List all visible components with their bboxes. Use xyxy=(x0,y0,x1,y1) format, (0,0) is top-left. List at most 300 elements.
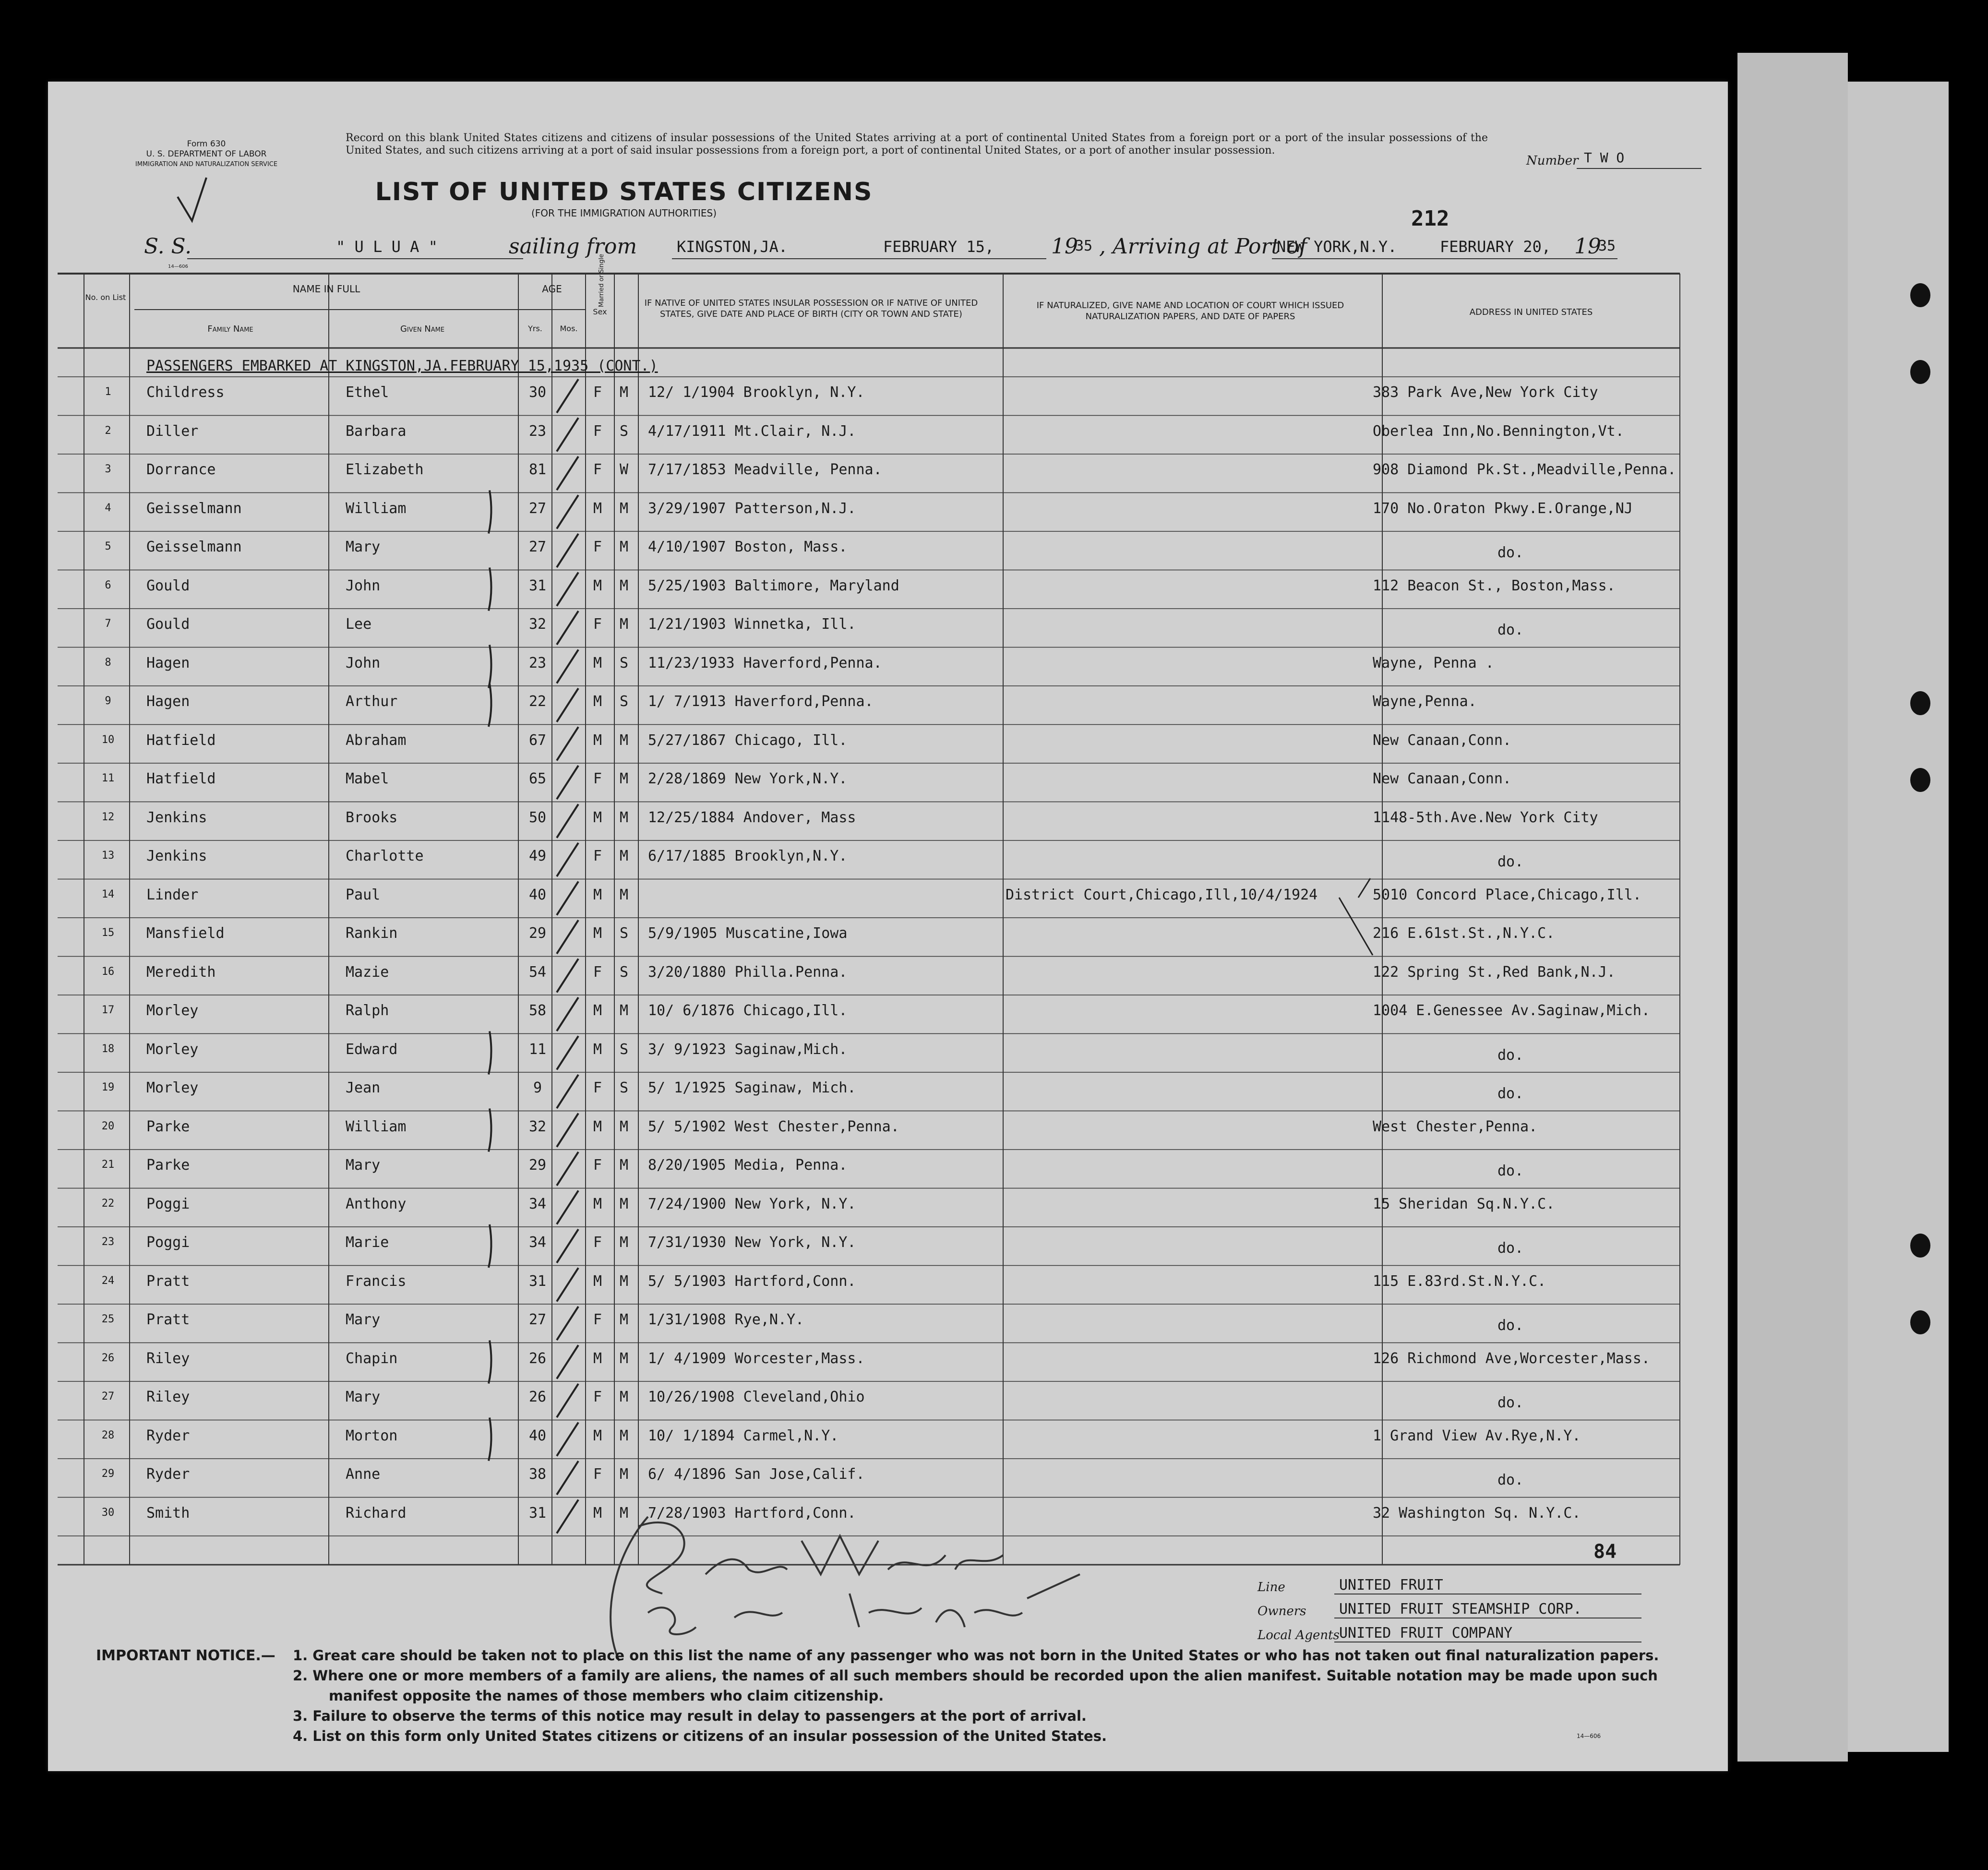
cell-addr: Wayne, Penna . xyxy=(1373,654,1494,671)
cell-given: Mary xyxy=(346,1311,381,1328)
col-naturalized-header: IF NATURALIZED, GIVE NAME AND LOCATION OF COURT WHICH ISSUED NATURALIZATION PAPERS, AND DATE OF PAPERS xyxy=(1036,300,1344,322)
cell-birth: 5/ 1/1925 Saginaw, Mich. xyxy=(648,1079,856,1096)
cell-family: Ryder xyxy=(146,1427,190,1444)
cell-family: Parke xyxy=(146,1118,190,1135)
punch-hole xyxy=(1910,360,1930,384)
cell-ms: M xyxy=(619,1311,629,1328)
cell-family: Geisselmann xyxy=(146,539,242,555)
cell-family: Linder xyxy=(146,886,199,903)
cell-ms: S xyxy=(619,1041,629,1058)
cell-given: Rankin xyxy=(346,925,398,942)
handwritten-marks xyxy=(48,82,1728,1666)
cell-addr: 126 Richmond Ave,Worcester,Mass. xyxy=(1373,1350,1650,1367)
cell-no: 15 xyxy=(101,927,115,939)
cell-family: Meredith xyxy=(146,963,216,981)
cell-sex: F xyxy=(593,1311,602,1328)
cell-addr: 32 Washington Sq. N.Y.C. xyxy=(1373,1504,1581,1522)
cell-ms: M xyxy=(619,848,629,864)
cell-ms: S xyxy=(619,925,629,942)
sailing-label: sailing from xyxy=(509,234,637,259)
cell-no: 6 xyxy=(105,579,111,591)
cell-no: 11 xyxy=(101,772,115,784)
cell-sex: M xyxy=(593,1041,602,1058)
cell-sex: M xyxy=(593,1195,602,1212)
cell-ms: M xyxy=(619,539,629,555)
footer-print-code: 14—606 xyxy=(1577,1733,1601,1739)
cell-given: William xyxy=(346,1118,407,1135)
cell-addr: Wayne,Penna. xyxy=(1373,693,1477,710)
cell-age: 27 xyxy=(528,500,547,517)
cell-age: 81 xyxy=(528,461,547,478)
cell-no: 27 xyxy=(101,1391,115,1402)
cell-given: Francis xyxy=(346,1272,407,1290)
cell-given: John xyxy=(346,654,381,671)
cell-given: Lee xyxy=(346,616,372,633)
cell-birth: 4/17/1911 Mt.Clair, N.J. xyxy=(648,422,856,440)
cell-birth: 10/ 1/1894 Carmel,N.Y. xyxy=(648,1427,839,1444)
from-year: 35 xyxy=(1075,238,1093,254)
cell-addr: 908 Diamond Pk.St.,Meadville,Penna. xyxy=(1373,461,1677,478)
cell-age: 31 xyxy=(528,577,547,594)
cell-addr: do. xyxy=(1497,1394,1524,1411)
record-notice: Record on this blank United States citizens and citizens of insular possessions of the United States arriving at a port of continental United States from a foreign port or a port of the insular possessions of the United States, and such citizens arriving at a port of said insular possessions from a foreign port, a port of continental United States, or a port of another insular possession. xyxy=(346,132,1488,156)
cell-given: William xyxy=(346,500,407,517)
cell-age: 54 xyxy=(528,963,547,981)
printing-note: 14—606 xyxy=(168,264,188,269)
cell-age: 50 xyxy=(528,809,547,826)
cell-given: Chapin xyxy=(346,1350,398,1367)
cell-family: Parke xyxy=(146,1157,190,1174)
cell-ms: M xyxy=(619,1002,629,1019)
cell-birth: 7/24/1900 New York, N.Y. xyxy=(648,1195,856,1212)
cell-no: 4 xyxy=(105,502,111,514)
cell-sex: M xyxy=(593,1272,602,1290)
cell-ms: W xyxy=(619,461,629,478)
cell-birth: 10/ 6/1876 Chicago,Ill. xyxy=(648,1002,848,1019)
cell-sex: M xyxy=(593,1118,602,1135)
cell-no: 7 xyxy=(105,618,111,630)
cell-sex: F xyxy=(593,1234,602,1251)
cell-ms: M xyxy=(619,731,629,749)
cell-family: Gould xyxy=(146,577,190,594)
cell-ms: M xyxy=(619,577,629,594)
col-sex-header: Sex xyxy=(593,307,607,316)
notice-item-2b: manifest opposite the names of those members who claim citizenship. xyxy=(329,1688,884,1704)
col-address-header: ADDRESS IN UNITED STATES xyxy=(1469,307,1593,317)
cell-sex: M xyxy=(593,925,602,942)
cell-birth: 3/20/1880 Philla.Penna. xyxy=(648,963,848,981)
cell-age: 38 xyxy=(528,1466,547,1483)
cell-family: Morley xyxy=(146,1041,199,1058)
cell-age: 40 xyxy=(528,1427,547,1444)
cell-sex: F xyxy=(593,539,602,555)
cell-family: Gould xyxy=(146,616,190,633)
cell-given: Charlotte xyxy=(346,848,424,864)
cell-given: Mabel xyxy=(346,770,389,787)
cell-no: 22 xyxy=(101,1197,115,1210)
cell-birth: 5/ 5/1903 Hartford,Conn. xyxy=(648,1272,856,1290)
cell-sex: M xyxy=(593,886,602,903)
cell-family: Smith xyxy=(146,1504,190,1522)
cell-birth: 2/28/1869 New York,N.Y. xyxy=(648,770,848,787)
punch-hole xyxy=(1910,283,1930,307)
from-port: KINGSTON,JA. xyxy=(677,238,788,256)
cell-addr: 112 Beacon St., Boston,Mass. xyxy=(1373,577,1616,594)
cell-birth: 7/17/1853 Meadville, Penna. xyxy=(648,461,882,478)
year-prefix: 19 xyxy=(1051,234,1078,259)
cell-age: 29 xyxy=(528,925,547,942)
cell-birth: 1/ 4/1909 Worcester,Mass. xyxy=(648,1350,865,1367)
cell-given: Anthony xyxy=(346,1195,407,1212)
cell-age: 32 xyxy=(528,1118,547,1135)
col-no-header: No. on List xyxy=(85,293,126,302)
cell-given: Barbara xyxy=(346,422,407,440)
cell-family: Morley xyxy=(146,1079,199,1096)
cell-addr: 1 Grand View Av.Rye,N.Y. xyxy=(1373,1427,1581,1444)
manifest-sheet xyxy=(48,82,1728,1771)
cell-family: Jenkins xyxy=(146,809,207,826)
cell-birth: 12/ 1/1904 Brooklyn, N.Y. xyxy=(648,384,865,401)
adjacent-page xyxy=(1848,82,1949,1752)
cell-ms: M xyxy=(619,1350,629,1367)
cell-ms: M xyxy=(619,886,629,903)
cell-age: 34 xyxy=(528,1234,547,1251)
cell-no: 18 xyxy=(101,1043,115,1055)
cell-no: 8 xyxy=(105,656,111,669)
cell-age: 9 xyxy=(533,1079,542,1096)
notice-item-3: 3. Failure to observe the terms of this notice may result in delay to passengers at the port of arrival. xyxy=(293,1708,1087,1724)
cell-ms: M xyxy=(619,1195,629,1212)
cell-no: 10 xyxy=(101,733,115,746)
cell-given: Anne xyxy=(346,1466,381,1483)
cell-given: Ethel xyxy=(346,384,389,401)
line-value: UNITED FRUIT xyxy=(1339,1577,1443,1594)
cell-no: 1 xyxy=(105,386,111,398)
cell-birth: 11/23/1933 Haverford,Penna. xyxy=(648,654,882,671)
cell-no: 5 xyxy=(105,540,111,552)
cell-given: Brooks xyxy=(346,809,398,826)
cell-sex: F xyxy=(593,461,602,478)
cell-sex: F xyxy=(593,770,602,787)
punch-hole xyxy=(1910,691,1930,715)
section-header: PASSENGERS EMBARKED AT KINGSTON,JA.FEBRUARY 15,1935 (CONT.) xyxy=(146,358,658,374)
cell-no: 26 xyxy=(101,1352,115,1364)
cell-birth: 6/ 4/1896 San Jose,Calif. xyxy=(648,1466,865,1483)
cell-nat: District Court,Chicago,Ill,10/4/1924 xyxy=(1006,886,1318,903)
cell-given: John xyxy=(346,577,381,594)
form-number: Form 630 xyxy=(187,139,226,149)
cell-ms: M xyxy=(619,1466,629,1483)
cell-no: 24 xyxy=(101,1274,115,1287)
cell-given: Jean xyxy=(346,1079,381,1096)
cell-sex: M xyxy=(593,654,602,671)
cell-sex: M xyxy=(593,1427,602,1444)
cell-no: 9 xyxy=(105,695,111,707)
cell-ms: M xyxy=(619,1272,629,1290)
cell-family: Pratt xyxy=(146,1272,190,1290)
cell-ms: M xyxy=(619,1157,629,1174)
cell-given: Paul xyxy=(346,886,381,903)
cell-given: Marie xyxy=(346,1234,389,1251)
cell-no: 28 xyxy=(101,1429,115,1441)
cell-birth: 8/20/1905 Media, Penna. xyxy=(648,1157,848,1174)
cell-sex: M xyxy=(593,1350,602,1367)
cell-addr: 122 Spring St.,Red Bank,N.J. xyxy=(1373,963,1616,981)
cell-sex: F xyxy=(593,1157,602,1174)
cell-birth: 5/27/1867 Chicago, Ill. xyxy=(648,731,848,749)
cell-family: Hatfield xyxy=(146,731,216,749)
cell-no: 12 xyxy=(101,811,115,823)
cell-birth: 5/ 5/1902 West Chester,Penna. xyxy=(648,1118,899,1135)
cell-sex: F xyxy=(593,1079,602,1096)
cell-addr: 15 Sheridan Sq.N.Y.C. xyxy=(1373,1195,1555,1212)
notice-item-4: 4. List on this form only United States citizens or citizens of an insular possession of the United States. xyxy=(293,1728,1107,1744)
cell-addr: do. xyxy=(1497,1317,1524,1334)
cell-ms: M xyxy=(619,384,629,401)
page-number: 84 xyxy=(1593,1541,1617,1563)
col-married-header: Married or Single xyxy=(598,253,605,307)
cell-birth: 5/25/1903 Baltimore, Maryland xyxy=(648,577,899,594)
cell-family: Childress xyxy=(146,384,225,401)
cell-family: Hatfield xyxy=(146,770,216,787)
cell-ms: S xyxy=(619,693,629,710)
cell-family: Riley xyxy=(146,1389,190,1405)
cell-given: Mary xyxy=(346,1157,381,1174)
cell-sex: M xyxy=(593,577,602,594)
notice-item-1: 1. Great care should be taken not to place on this list the name of any passenger who was not born in the United States or who has not taken out final naturalization papers. xyxy=(293,1647,1659,1664)
cell-sex: F xyxy=(593,422,602,440)
cell-birth: 1/31/1908 Rye,N.Y. xyxy=(648,1311,804,1328)
cell-birth: 6/17/1885 Brooklyn,N.Y. xyxy=(648,848,848,864)
cell-addr: do. xyxy=(1497,622,1524,638)
cell-birth: 12/25/1884 Andover, Mass xyxy=(648,809,856,826)
punch-hole xyxy=(1910,768,1930,792)
owners-value: UNITED FRUIT STEAMSHIP CORP. xyxy=(1339,1601,1582,1618)
cell-family: Pratt xyxy=(146,1311,190,1328)
cell-age: 23 xyxy=(528,654,547,671)
page-title: LIST OF UNITED STATES CITIZENS xyxy=(375,178,873,206)
cell-ms: M xyxy=(619,1234,629,1251)
cell-no: 17 xyxy=(101,1004,115,1016)
cell-ms: M xyxy=(619,770,629,787)
punch-hole xyxy=(1910,1234,1930,1258)
cell-age: 31 xyxy=(528,1504,547,1522)
cell-no: 30 xyxy=(101,1506,115,1519)
cell-no: 21 xyxy=(101,1159,115,1171)
owners-label: Owners xyxy=(1257,1604,1306,1618)
page-subtitle: (FOR THE IMMIGRATION AUTHORITIES) xyxy=(531,207,717,219)
cell-age: 32 xyxy=(528,616,547,633)
cell-family: Hagen xyxy=(146,654,190,671)
to-port: NEW YORK,N.Y. xyxy=(1277,238,1397,256)
service-name: IMMIGRATION AND NATURALIZATION SERVICE xyxy=(135,161,278,168)
col-birth-header: IF NATIVE OF UNITED STATES INSULAR POSSESSION OR IF NATIVE OF UNITED STATES, GIVE DATE AND PLACE OF BIRTH (CITY OR TOWN AND STATE) xyxy=(644,298,978,319)
cell-birth: 7/28/1903 Hartford,Conn. xyxy=(648,1504,856,1522)
cell-no: 29 xyxy=(101,1468,115,1480)
cell-age: 49 xyxy=(528,848,547,864)
cell-sex: F xyxy=(593,848,602,864)
cell-ms: S xyxy=(619,1079,629,1096)
cell-given: Morton xyxy=(346,1427,398,1444)
cell-age: 34 xyxy=(528,1195,547,1212)
cell-birth: 1/21/1903 Winnetka, Ill. xyxy=(648,616,856,633)
number-value: T W O xyxy=(1584,150,1625,166)
checkmark-icon xyxy=(178,178,206,221)
cell-addr: 170 No.Oraton Pkwy.E.Orange,NJ xyxy=(1373,500,1633,517)
cell-addr: 383 Park Ave,New York City xyxy=(1373,384,1598,401)
adjacent-page-edge xyxy=(1737,53,1848,1762)
cell-given: Abraham xyxy=(346,731,407,749)
cell-family: Poggi xyxy=(146,1195,190,1212)
cell-age: 29 xyxy=(528,1157,547,1174)
cell-addr: New Canaan,Conn. xyxy=(1373,731,1511,749)
to-date: FEBRUARY 20, xyxy=(1440,238,1551,256)
arriving-label: , Arriving at Port of xyxy=(1099,234,1307,259)
cell-age: 22 xyxy=(528,693,547,710)
punch-hole xyxy=(1910,1310,1930,1334)
cell-family: Geisselmann xyxy=(146,500,242,517)
col-age-header: AGE xyxy=(542,283,562,295)
cell-ms: M xyxy=(619,809,629,826)
cell-given: Mary xyxy=(346,1389,381,1405)
cell-age: 26 xyxy=(528,1389,547,1405)
cell-age: 40 xyxy=(528,886,547,903)
col-mos-header: Mos. xyxy=(560,324,578,333)
notice-title: IMPORTANT NOTICE.— xyxy=(96,1647,275,1664)
cell-addr: do. xyxy=(1497,1085,1524,1102)
cell-given: Ralph xyxy=(346,1002,389,1019)
cell-no: 19 xyxy=(101,1081,115,1093)
agents-label: Local Agents xyxy=(1257,1628,1340,1642)
line-label: Line xyxy=(1257,1580,1285,1594)
col-name-header: NAME IN FULL xyxy=(292,283,360,295)
cell-sex: F xyxy=(593,1466,602,1483)
cell-age: 58 xyxy=(528,1002,547,1019)
cell-addr: 1004 E.Genessee Av.Saginaw,Mich. xyxy=(1373,1002,1650,1019)
stamp-number: 212 xyxy=(1411,206,1449,231)
cell-addr: do. xyxy=(1497,1046,1524,1064)
cell-no: 20 xyxy=(101,1120,115,1132)
col-family-header: Family Name xyxy=(207,324,253,334)
cell-no: 16 xyxy=(101,965,115,978)
cell-no: 3 xyxy=(105,463,111,475)
cell-given: Arthur xyxy=(346,693,398,710)
cell-addr: do. xyxy=(1497,1472,1524,1488)
cell-ms: M xyxy=(619,616,629,633)
cell-addr: do. xyxy=(1497,1163,1524,1179)
cell-sex: M xyxy=(593,693,602,710)
cell-birth: 4/10/1907 Boston, Mass. xyxy=(648,539,848,555)
cell-given: Mary xyxy=(346,539,381,555)
cell-family: Poggi xyxy=(146,1234,190,1251)
cell-age: 26 xyxy=(528,1350,547,1367)
cell-birth: 7/31/1930 New York, N.Y. xyxy=(648,1234,856,1251)
cell-family: Riley xyxy=(146,1350,190,1367)
cell-ms: M xyxy=(619,1427,629,1444)
cell-addr: 115 E.83rd.St.N.Y.C. xyxy=(1373,1272,1546,1290)
cell-age: 23 xyxy=(528,422,547,440)
cell-ms: M xyxy=(619,500,629,517)
from-date: FEBRUARY 15, xyxy=(883,238,994,256)
cell-addr: West Chester,Penna. xyxy=(1373,1118,1538,1135)
cell-birth: 10/26/1908 Cleveland,Ohio xyxy=(648,1389,865,1405)
to-year: 35 xyxy=(1598,238,1616,254)
cell-sex: M xyxy=(593,1504,602,1522)
cell-addr: do. xyxy=(1497,544,1524,561)
cell-given: Elizabeth xyxy=(346,461,424,478)
cell-birth: 3/ 9/1923 Saginaw,Mich. xyxy=(648,1041,848,1058)
number-label: Number xyxy=(1526,154,1579,168)
to-year-prefix: 19 xyxy=(1574,234,1601,259)
cell-addr: 5010 Concord Place,Chicago,Ill. xyxy=(1373,886,1641,903)
cell-sex: M xyxy=(593,500,602,517)
officer-signature xyxy=(552,1498,1128,1670)
cell-ms: S xyxy=(619,963,629,981)
cell-age: 65 xyxy=(528,770,547,787)
cell-sex: M xyxy=(593,809,602,826)
col-given-header: Given Name xyxy=(400,324,445,334)
cell-no: 13 xyxy=(101,850,115,862)
cell-age: 30 xyxy=(528,384,547,401)
cell-addr: do. xyxy=(1497,1240,1524,1257)
cell-no: 23 xyxy=(101,1236,115,1248)
cell-no: 2 xyxy=(105,424,111,437)
cell-ms: M xyxy=(619,1504,629,1522)
col-yrs-header: Yrs. xyxy=(528,324,542,333)
cell-ms: S xyxy=(619,422,629,440)
cell-birth: 3/29/1907 Patterson,N.J. xyxy=(648,500,856,517)
cell-sex: M xyxy=(593,731,602,749)
cell-family: Hagen xyxy=(146,693,190,710)
ship-name: " U L U A " xyxy=(336,238,438,256)
department-name: U. S. DEPARTMENT OF LABOR xyxy=(146,149,267,159)
cell-family: Mansfield xyxy=(146,925,225,942)
cell-addr: do. xyxy=(1497,853,1524,870)
cell-age: 11 xyxy=(528,1041,547,1058)
cell-family: Diller xyxy=(146,422,199,440)
cell-age: 31 xyxy=(528,1272,547,1290)
cell-addr: Oberlea Inn,No.Bennington,Vt. xyxy=(1373,422,1624,440)
cell-age: 27 xyxy=(528,1311,547,1328)
cell-given: Mazie xyxy=(346,963,389,981)
cell-ms: M xyxy=(619,1118,629,1135)
cell-family: Jenkins xyxy=(146,848,207,864)
cell-sex: F xyxy=(593,384,602,401)
cell-age: 27 xyxy=(528,539,547,555)
cell-given: Richard xyxy=(346,1504,407,1522)
ss-label: S. S. xyxy=(144,234,192,259)
cell-sex: M xyxy=(593,1002,602,1019)
cell-family: Ryder xyxy=(146,1466,190,1483)
cell-given: Edward xyxy=(346,1041,398,1058)
cell-ms: M xyxy=(619,1389,629,1405)
cell-age: 67 xyxy=(528,731,547,749)
cell-ms: S xyxy=(619,654,629,671)
cell-family: Morley xyxy=(146,1002,199,1019)
cell-addr: 1148-5th.Ave.New York City xyxy=(1373,809,1598,826)
cell-addr: 216 E.61st.St.,N.Y.C. xyxy=(1373,925,1555,942)
cell-sex: F xyxy=(593,963,602,981)
cell-sex: F xyxy=(593,1389,602,1405)
cell-no: 14 xyxy=(101,888,115,900)
cell-birth: 5/9/1905 Muscatine,Iowa xyxy=(648,925,848,942)
cell-family: Dorrance xyxy=(146,461,216,478)
cell-sex: F xyxy=(593,616,602,633)
cell-no: 25 xyxy=(101,1313,115,1325)
cell-addr: New Canaan,Conn. xyxy=(1373,770,1511,787)
notice-item-2a: 2. Where one or more members of a family are aliens, the names of all such members should be recorded upon the alien manifest. Suitable notation may be made upon such xyxy=(293,1667,1658,1684)
agents-value: UNITED FRUIT COMPANY xyxy=(1339,1625,1513,1642)
